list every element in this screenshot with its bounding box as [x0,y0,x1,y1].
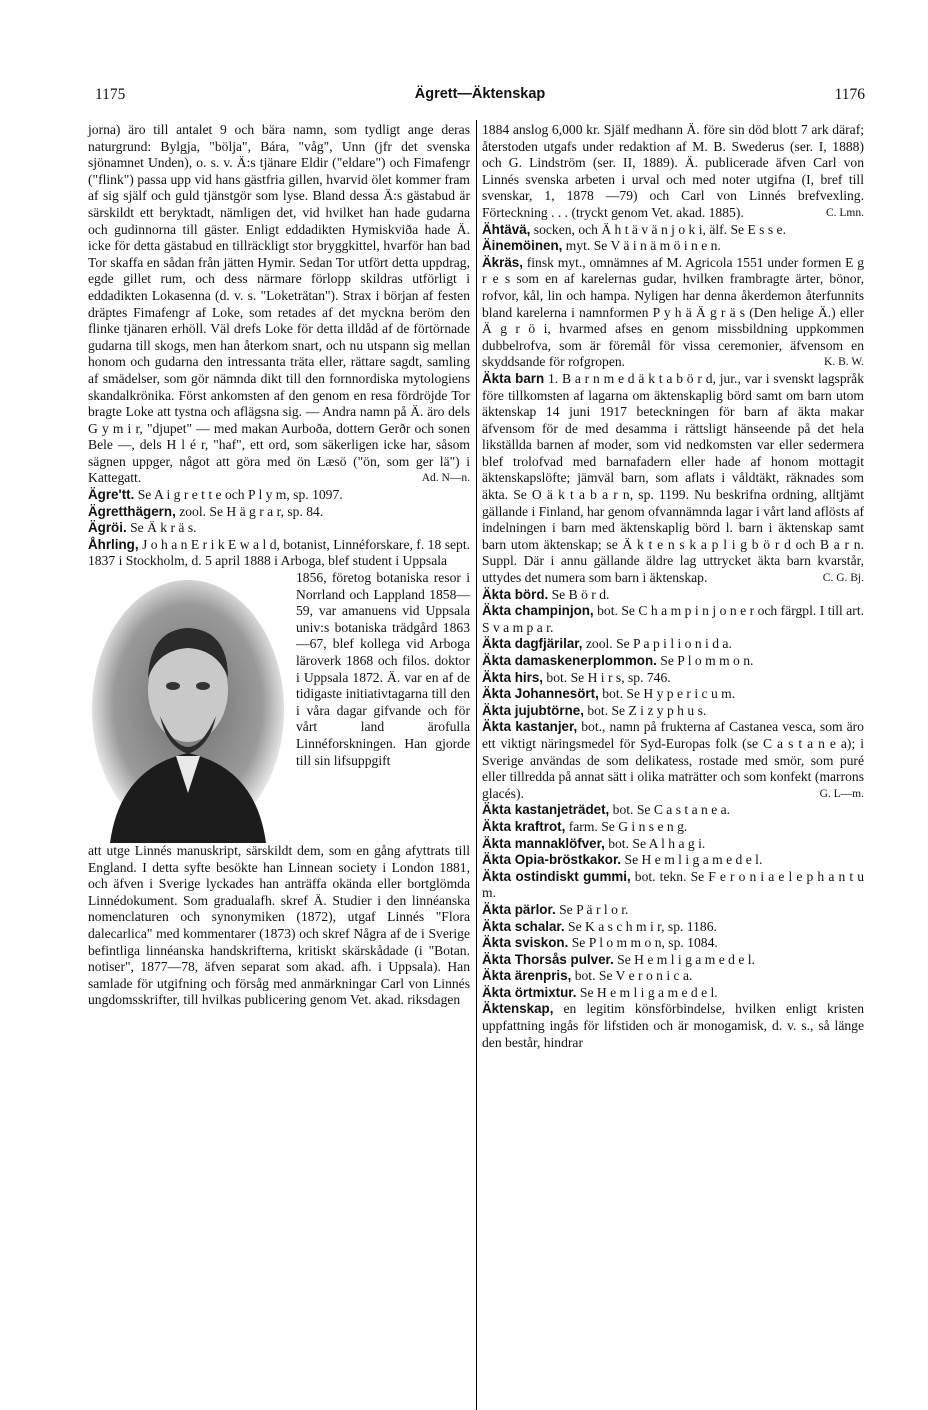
dictionary-entry [482,636,864,653]
entry-lemma: Äkta kastanjeträdet, [482,802,610,818]
entry-text: 1. B a r n m e d ä k t a b ö r d, jur., var i svenskt lagspråk före tillkomsten af lagarna om äktenskaplig börd samt om barn utom äktenskap 14 juni 1917 beteckningen för barn af äkta makar äfvensom för de med desamma i rättsligt hänseende på det hela likställda barnen af moder, som vid nedkomsten var eller sedermera blef trolofvad med barnafadern eller hade af honom mottagit äktenskapslöfte; jämväl barn, som aflats i våldtäkt, räknades som äkta. Se O ä k t a b a r n, sp. 1199. Nu beskrifna ordning, alltjämt gällande i Finland, har genom ofvannämnda lagar i vårt land aflösts af indelningen i barn med äktenskaplig börd l. barn i äktenskap samt barn utom äktenskap; se Ä k t e n s k a p l i g b ö r d och B a r n. Suppl. Där i annu gällande äldre lag uttrycket äkta barn kvarstår, uttydes det numera som barn i äktenskap. [482,370,865,586]
dictionary-entry [482,670,864,687]
entry-lemma: Äkta Johannesört, [482,686,599,702]
entry-text: Se K a s c h m i r, sp. 1186. [564,918,717,934]
dictionary-entry [482,686,864,703]
portrait-block [88,570,470,843]
entry-text: socken, och Ä h t ä v ä n j o k i, älf. Se E s s e. [530,221,786,237]
entry-lemma: Äktenskap, [482,1001,554,1017]
dictionary-entry [482,802,864,819]
author-signature: G. L—m. [819,787,864,800]
entry-text: Se P l o m m o n, sp. 1084. [568,935,718,951]
page-header [95,86,865,108]
entry-text: Se A i g r e t t e och P l y m, sp. 1097. [134,487,343,503]
column-divider [476,120,477,1410]
left-column [88,122,470,1009]
entry-lemma: Äkta dagfjärilar, [482,636,583,652]
entry-continuation [88,122,470,487]
author-signature: Ad. N—n. [421,472,470,485]
entry-lemma: Äkta kraftrot, [482,818,566,834]
entry-lemma: Äkta champinjon, [482,603,594,619]
entry-text: bot., namn på frukterna af Castanea vesca, som äro ett viktigt näringsmedel för Syd-Europas folk (se C a s t a n e a); i Sverige användas de som delikatess, rostade med smör, som puré eller tillredda på annat sätt i olika maträtter och som konfekt (marrons glacés). [482,719,864,801]
entry-lemma: Äkta börd. [482,586,549,602]
entry-text: Se P l o m m o n. [656,653,754,668]
right-entry-list [482,222,864,1052]
dictionary-entry [482,371,864,587]
dictionary-entry [482,952,864,969]
entry-lemma: Äkta Opia-bröstkakor. [482,852,622,868]
dictionary-entry [482,919,864,936]
dictionary-entry [482,587,864,604]
entry-text: bot. Se Z i z y p h u s. [583,702,707,718]
dictionary-entry [88,520,470,537]
entry-lemma: Äkta barn [482,370,545,386]
entry-continuation [482,122,864,222]
entry-lemma: Äinemöinen, [482,238,563,254]
entry-text: Se Ä k r ä s. [126,520,197,536]
entry-lemma: Äkta örtmixtur. [482,984,577,1000]
entry-lemma: Ägretthägern, [88,503,176,519]
entry-lemma: Äkta ostindiskt gummi, [482,868,631,884]
entry-ahrling [88,537,470,570]
entry-text: zool. Se H ä g r a r, sp. 84. [175,503,324,519]
dictionary-entry [482,703,864,720]
entry-lemma: Äkta jujubtörne, [482,702,584,718]
entry-text: Se H e m l i g a m e d e l. [621,852,763,868]
entry-text: 1856, företog botaniska resor i Norrland och Lappland 1858—59, var amanuens vid Uppsala univ:s botaniska trädgård 1863—67, blef kollega vid Arboga läroverk 1868 och filos. doktor i Uppsala 1872. Ä. var en af de tidigaste initiativtagarna till den i våra dagar gifvande och för vårt land ärofulla Linnéforskningen. Han gjorde till sin lifsuppgift [296,570,470,768]
entry-text: J o h a n E r i k E w a l d, botanist, Linnéforskare, f. 18 sept. 1837 i Stockholm, d. 5 april 1888 i Arboga, blef student i Uppsala [88,536,470,569]
dictionary-entry [482,902,864,919]
entry-text: Se H e m l i g a m e d e l. [576,984,718,1000]
entry-text: bot. Se C h a m p i n j o n e r och färgpl. I till art. S v a m p a r. [482,603,864,635]
entry-lemma: Äkta schalar. [482,918,565,934]
dictionary-entry [482,719,864,802]
entry-lemma: Äkta hirs, [482,669,544,685]
entry-text: Se P ä r l o r. [555,901,629,917]
entry-text: zool. Se P a p i l i o n i d a. [582,636,732,652]
dictionary-entry [482,603,864,636]
entry-lemma: Ägröi. [88,520,127,536]
entry-lemma: Ägre'tt. [88,487,135,503]
dictionary-entry [482,985,864,1002]
entry-text: bot. Se H i r s, sp. 746. [543,669,671,685]
entry-text: bot. Se A l h a g i. [604,835,706,851]
entry-text: bot. Se V e r o n i c a. [571,968,693,984]
dictionary-entry [482,869,864,902]
dictionary-entry [482,968,864,985]
portrait-photo [90,578,286,843]
author-signature: K. B. W. [824,356,864,369]
dictionary-entry [482,1001,864,1051]
entry-lemma: Äkta pärlor. [482,901,556,917]
entry-text: 1884 anslog 6,000 kr. Själf medhann Ä. före sin död blott 7 ark däraf; återstoden utgafs under redaktion af M. B. Swederus (ser. I, 1888) och G. Lindström (ser. II, 1889). Ä. publicerade äfven Carl von Linnés svenska arbeten i urval och med noter utgifna (I, bref till svenskar, 1, 1878 —79) och Carl von Linnés brefvexling. Förteckning . . . (tryckt genom Vet. akad. 1885). [482,122,864,220]
entry-text: bot. Se C a s t a n e a. [609,802,731,818]
right-column [482,122,864,1051]
author-signature: C. G. Bj. [822,572,864,585]
dictionary-entry [482,836,864,853]
running-head: Ägrett—Äktenskap [414,86,546,102]
entry-lemma: Åhrling, [88,536,139,552]
dictionary-entry [482,819,864,836]
entry-text: att utge Linnés manuskript, särskildt dem, som en gång afyttrats till England. I detta syfte besökte han Linnean society i London 1881, och äfven i Sverige lyckades han anträffa okända eller bortglömda Linnédokument. Som gradualafh. skref Ä. Studier i den linnéanska nomenclaturen och synonymiken (1872), utgaf Linnés "Flora dalecarlica" med kommentarer (1873) och skref Några af de i Sverige befintliga linnéanska handskrifterna, kritiskt skärskådade (i "Botan. notiser", 1877—78, äfven separat som akad. afh. i Uppsala). Han samlade för utgifning och försåg med anmärkningar Carl von Linnés ungdomsskrifter, till hvilkas publicering genom Vet. akad. riksdagen [88,843,470,1008]
entry-lemma: Äkräs, [482,254,523,270]
page-number-right: 1176 [834,86,865,103]
entry-text: Se H e m l i g a m e d e l. [613,951,755,967]
entry-lemma: Äkta damaskenerplommon. [482,653,657,668]
entry-lemma: Ähtävä, [482,221,531,237]
dictionary-entry [88,504,470,521]
dictionary-entry [482,935,864,952]
page-number-left: 1175 [95,86,126,103]
entry-text: Se B ö r d. [548,586,610,602]
entry-text: bot. Se H y p e r i c u m. [598,686,736,702]
left-entry-list [88,487,470,537]
entry-text: farm. Se G i n s e n g. [565,818,688,834]
dictionary-entry [88,487,470,504]
entry-text: bot. tekn. Se F e r o n i a e l e p h a n t u m. [482,868,864,901]
entry-lemma: Äkta mannaklöfver, [482,835,605,851]
dictionary-entry [482,653,864,670]
dictionary-entry [482,222,864,239]
entry-lemma: Äkta ärenpris, [482,968,572,984]
entry-lemma: Äkta Thorsås pulver. [482,951,614,967]
entry-lemma: Äkta sviskon. [482,935,569,951]
dictionary-entry [482,255,864,371]
entry-text: en legitim könsförbindelse, hvilken enligt kristen uppfattning ingås för lifstiden och är monogamisk, d. v. s., så länge den består, hindrar [482,1001,864,1050]
entry-text: jorna) äro till antalet 9 och bära namn, som tydligt ange deras naturgrund: Bylgja, "bölja", Bára, "våg", Unn (jfr det svenska sjönamnet Unden), o. s. v. Ä:s tjänare Eldir ("eldare") och Fimafengr ("flink") passa upp vid hans gästfria gillen, hvarvid ölet kommer fram af sig själf och guld tjänstgör som lyse. Bland dessa Ä:s gästabud är särskildt ett beryktadt, nämligen det, vid hvilket han hade gudarna och gudinnorna till gäster. Enligt eddadikten Hymiskviða hade Ä. icke för detta gästabud en tillräckligt stor bryggkittel, hvarför han bad Tor skaffa en sådan från jätten Hymir. Sedan Tor utfört detta uppdrag, egde gillet rum, och dess närmare förlopp skildras utförligt i eddadikten Lokasenna (d. v. s. "Loketrätan"). Strax i början af festen dräptes Fimafengr af Loke, som retades af det myckna beröm den flinke tjänaren erhöll. Väl drefs Loke för detta illdåd af de förtörnade gudarna till skogs, men han återkom snart, och nu utspann sig mellan honom och gudarna den intressanta träta eller, rättare sagdt, samling af smädelser, som gör nämnda dikt till den fornnordiska mytologiens skandalkrönika. Först ankomsten af den genom en resa fördröjde Tor bragte Loke att tystna och aflägsna sig. — Andra namn på Ä. äro dels G y m i r, "djupet" — med makan Aurboða, dottern Gerðr och sonen Bele —, dels H l é r, "haf", ett ord, som säkerligen icke har, såsom sägnen uppger, något att göra med ön Læsö ("ön, som ger lä") i Kattegatt. [88,122,470,486]
entry-text: finsk myt., omnämnes af M. Agricola 1551 under formen E g r e s som en af karelernas gudar, hvilken frambragte ärter, bönor, rofvor, kål, lin och hampa. Nyligen har denna åkerdemon återfunnits bland karelerna i namnformen P y h ä Ä g r ä s (Den helige Ä.) eller Ä g r ö i, hvarmed afses en genom missbildning uppkommen dubbelrofva, som är föremål för vissa ceremonier, äfvensom en skyddsande för rofgropen. [482,254,864,370]
dictionary-entry [482,238,864,255]
entry-lemma: Äkta kastanjer, [482,719,578,735]
dictionary-entry [482,852,864,869]
entry-text: myt. Se V ä i n ä m ö i n e n. [562,238,721,254]
author-signature: C. Lmn. [825,206,864,219]
